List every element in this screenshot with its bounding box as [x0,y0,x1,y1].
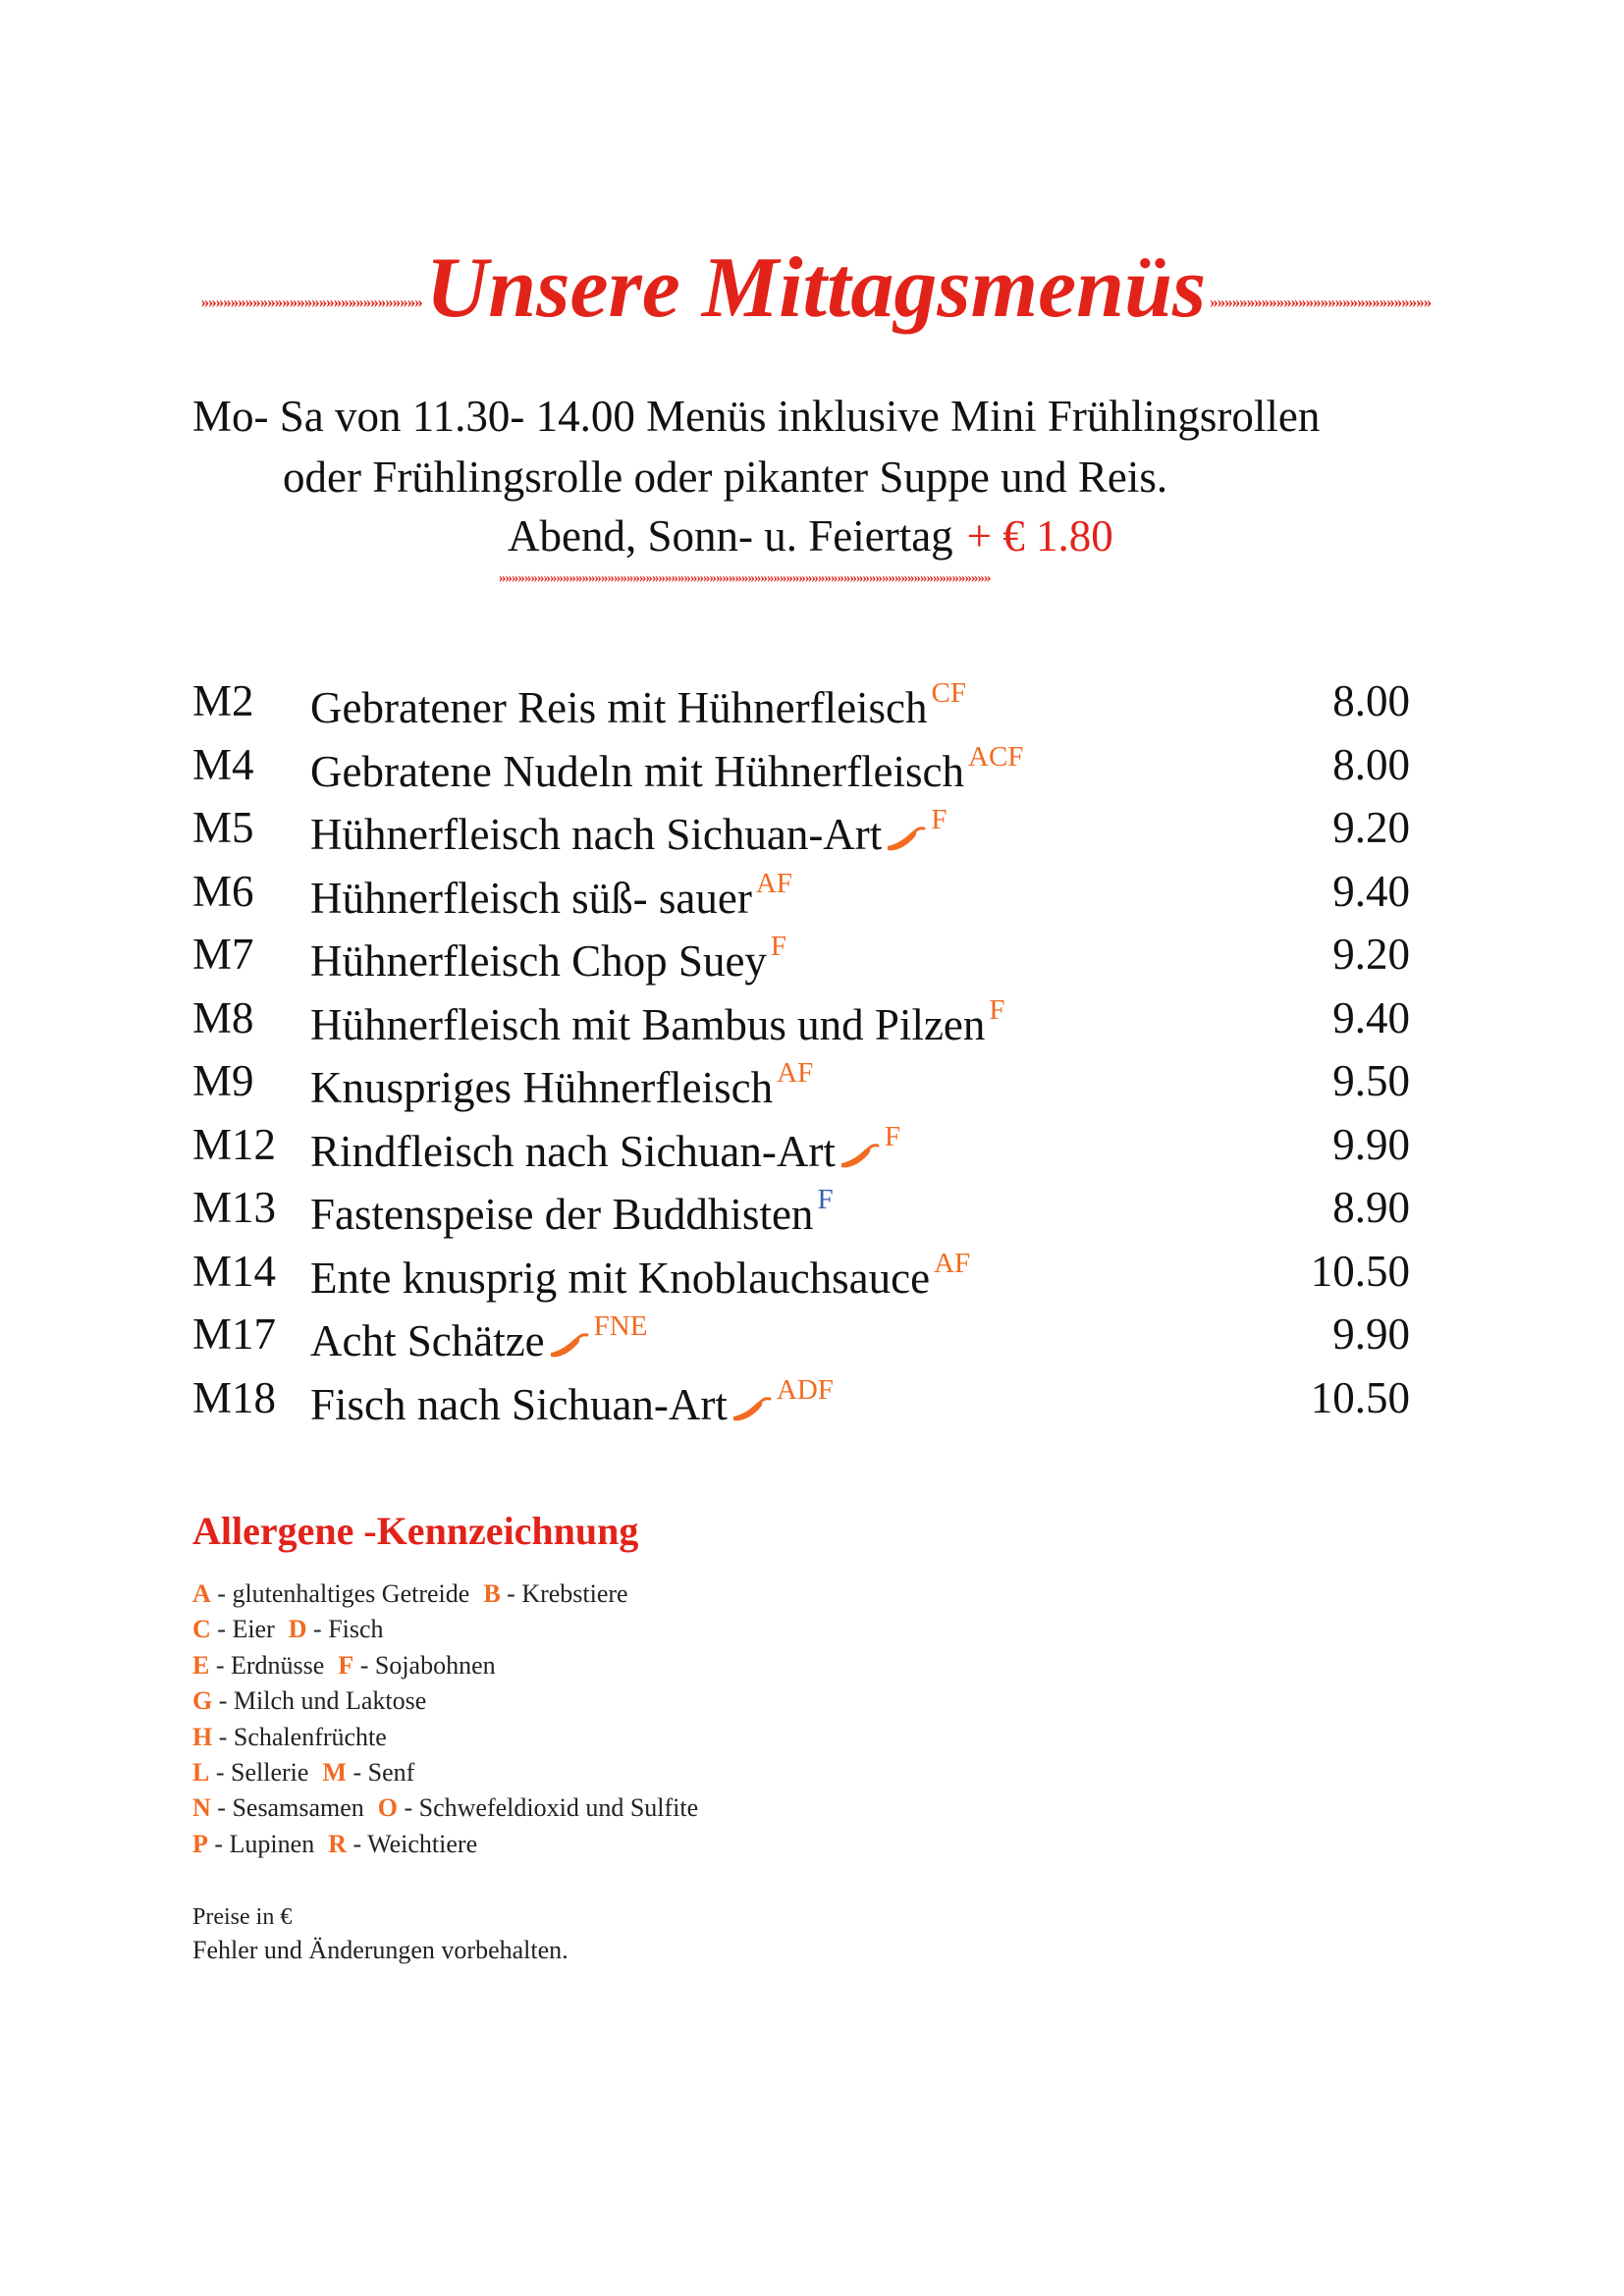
allergen-title: Allergene -Kennzeichnung [192,1509,639,1553]
allergen-legend-line [192,1576,698,1612]
menu-item-name-wrap [310,1312,647,1363]
allergen-description: - Schwefeldioxid und Sulfite [404,1793,699,1823]
menu-item-name: Fastenspeise der Buddhisten [310,1190,814,1239]
menu-item [192,1309,1410,1376]
allergen-code: G [192,1686,213,1716]
menu-item-allergens: F [770,931,787,962]
allergen-description: - Senf [352,1757,415,1787]
chili-pepper-icon [730,1388,773,1417]
allergen-code: E [192,1650,210,1680]
allergen-legend-line [192,1683,698,1719]
menu-item-price: 9.40 [1332,992,1410,1042]
intro-line-1: Mo- Sa von 11.30- 14.00 Menüs inklusive Mini Frühlingsrollen [192,392,1321,441]
menu-item-allergens: CF [931,677,967,709]
allergen-code: O [377,1793,398,1823]
menu-item-allergens: ACF [968,740,1024,773]
menu-item-price: 9.50 [1332,1056,1410,1105]
menu-item-name: Gebratener Reis mit Hühnerfleisch [310,683,928,732]
menu-item-name: Hühnerfleisch süß- sauer [310,873,752,923]
menu-item-name: Rindfleisch nach Sichuan-Art [310,1126,836,1176]
menu-item [192,866,1410,934]
intro-line-3 [508,511,1113,561]
page-title: Unsere Mittagsmenüs [425,240,1207,336]
menu-item-price: 8.90 [1332,1183,1410,1232]
menu-item-price: 9.90 [1332,1309,1410,1359]
menu-item-name-wrap [310,679,966,730]
menu-item [192,1246,1410,1313]
allergen-description: - Eier [217,1615,275,1644]
menu-item [192,930,1410,996]
menu-item-allergens: AF [777,1057,814,1089]
menu-item-allergens: F [884,1120,900,1152]
prices-note: Preise in € [192,1904,293,1930]
menu-item-price: 9.20 [1332,803,1410,852]
footer [192,1900,568,1967]
allergen-legend-line [192,1648,698,1683]
menu-item-price: 9.20 [1332,930,1410,979]
menu-item-code: M13 [192,1183,277,1232]
allergen-code: M [322,1757,347,1787]
menu-item-price: 8.00 [1332,676,1410,725]
menu-item-name: Hühnerfleisch mit Bambus und Pilzen [310,999,986,1049]
allergen-legend-line [192,1612,698,1647]
menu-item-name-wrap [310,867,792,923]
allergen-description: - Sellerie [215,1757,309,1787]
menu-item-name-wrap [310,740,1024,796]
menu-item-code: M18 [192,1372,277,1422]
allergen-legend-line [192,1790,698,1826]
menu-item-code: M6 [192,866,254,916]
disclaimer: Fehler und Änderungen vorbehalten. [192,1936,568,1964]
menu-item-price: 9.40 [1332,866,1410,916]
menu-item-name: Acht Schätze [310,1316,545,1365]
menu-item [192,739,1410,807]
allergen-code: H [192,1722,213,1751]
allergen-code: N [192,1793,211,1823]
allergen-description: - Krebstiere [507,1579,628,1608]
menu-item-name: Knuspriges Hühnerfleisch [310,1063,774,1112]
menu-item-name-wrap [310,1186,834,1237]
menu-item-price: 10.50 [1310,1372,1410,1422]
allergen-legend-line [192,1827,698,1862]
allergen-description: - Erdnüsse [215,1650,325,1680]
allergen-code: B [483,1579,501,1608]
allergen-description: - Sojabohnen [359,1650,496,1680]
menu-item-name: Hühnerfleisch Chop Suey [310,936,767,986]
menu-item-code: M5 [192,803,254,852]
allergen-legend-line [192,1720,698,1755]
menu-item-price: 10.50 [1310,1246,1410,1296]
menu-item-allergens: AF [934,1247,971,1279]
menu-item-allergens: F [817,1184,834,1215]
menu-item-allergens: F [989,993,1005,1026]
menu-item [192,1372,1410,1440]
chili-pepper-icon [884,818,927,847]
surcharge-price: + € 1.80 [966,511,1113,561]
menu-item-name-wrap [310,933,786,984]
menu-item-allergens: ADF [776,1373,834,1406]
menu-item-code: M8 [192,992,254,1042]
allergen-code: L [192,1757,210,1787]
allergen-description: - Schalenfrüchte [218,1722,387,1751]
allergen-description: - Weichtiere [352,1829,478,1858]
menu-item-name: Ente knusprig mit Knoblauchsauce [310,1253,931,1303]
menu-item-price: 9.90 [1332,1119,1410,1169]
menu-item-code: M4 [192,739,254,789]
menu-item-code: M9 [192,1056,254,1105]
menu-item-code: M14 [192,1246,277,1296]
allergen-code: D [288,1615,307,1644]
menu-item [192,1119,1410,1187]
allergen-code: R [328,1829,347,1858]
menu-item-name-wrap [310,806,947,857]
menu-item [192,992,1410,1060]
menu-item-code: M7 [192,930,254,979]
menu-item-name-wrap [310,1247,971,1303]
allergen-legend [192,1576,698,1862]
allergen-code: F [338,1650,354,1680]
menu-item-allergens: F [931,804,947,835]
menu-item-name: Gebratene Nudeln mit Hühnerfleisch [310,746,965,796]
evening-holiday-label: Abend, Sonn- u. Feiertag [508,511,953,561]
menu-item-code: M17 [192,1309,277,1359]
allergen-code: P [192,1829,208,1858]
menu-item-name-wrap [310,1059,813,1110]
chili-pepper-icon [838,1135,881,1164]
menu-item-price: 8.00 [1332,739,1410,789]
title-row [192,224,1439,336]
title-decoration-right: »»»»»»»»»»»»»»»»»»»»»»»»»»»»»» [1210,294,1432,311]
title-decoration-left: »»»»»»»»»»»»»»»»»»»»»»»»»»»»»» [200,294,422,311]
allergen-description: - Fisch [313,1615,384,1644]
menu-item-name: Fisch nach Sichuan-Art [310,1379,728,1429]
menu-item-name: Hühnerfleisch nach Sichuan-Art [310,810,883,859]
allergen-description: - glutenhaltiges Getreide [217,1579,470,1608]
allergen-legend-line [192,1755,698,1790]
allergen-description: - Milch und Laktose [218,1686,427,1716]
allergen-code: A [192,1579,211,1608]
menu-item-allergens: AF [755,867,792,899]
menu-item-code: M12 [192,1119,277,1169]
menu-list [192,676,1410,1439]
allergen-description: - Lupinen [214,1829,315,1858]
intro-decoration-line: »»»»»»»»»»»»»»»»»»»»»»»»»»»»»»»»»»»»»»»»»»»»»»»»»»»»»»»»»»»»»»»»»»»»»»»»»»»»» [499,571,991,586]
menu-item-name-wrap [310,1120,900,1176]
intro-line-2: oder Frühlingsrolle oder pikanter Suppe und Reis. [283,453,1168,502]
menu-item-allergens: FNE [593,1310,648,1342]
allergen-code: C [192,1615,211,1644]
menu-item [192,1056,1410,1123]
allergen-description: - Sesamsamen [217,1793,364,1823]
menu-item [192,676,1410,743]
menu-item [192,803,1410,870]
menu-item [192,1183,1410,1250]
menu-item-code: M2 [192,676,254,725]
menu-item-name-wrap [310,1373,834,1429]
chili-pepper-icon [547,1324,590,1354]
menu-item-name-wrap [310,993,1005,1049]
